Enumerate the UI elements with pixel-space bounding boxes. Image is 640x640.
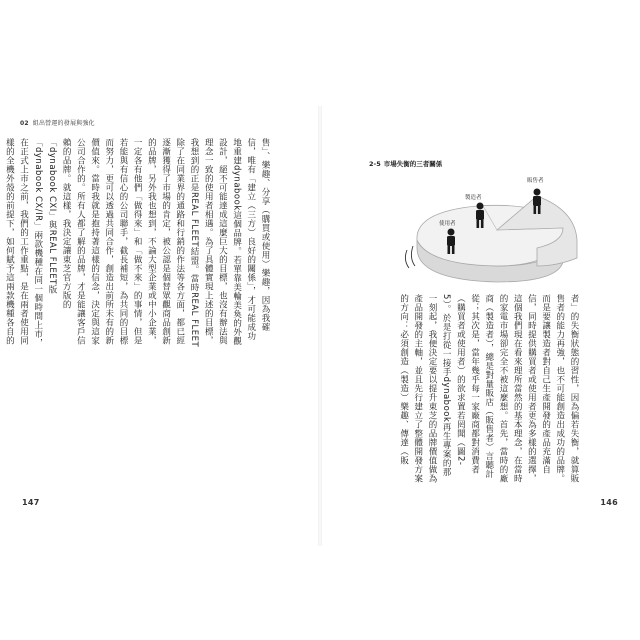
chapter-number: 02 — [20, 120, 29, 127]
page-number-left: 147 — [22, 498, 40, 507]
figure-title: 市場失衡的三者關係 — [383, 160, 443, 168]
maker-label: 製造者 — [465, 195, 482, 201]
running-header — [20, 118, 95, 127]
figure-number: 2-5 — [369, 160, 381, 168]
figure-illustration — [387, 170, 597, 295]
body-text-left: 售」、樂趣、分享（購買或使用）樂趣，因為我確信，唯有「建立（三方）良好的關係」，才可能成功地重建dynabook這個品牌。若單靠美輪美奐的外觀設計，絕不可能達成這麼巨大的目標，也沒有辦法與理念一致的使用者相遇。為了具體實現上述的目標，我想到的正是REAL FLEET結盟。當時REAL FLEET除了在同業界的通路和行銷的作法等各方面，都已經逐漸獲得了市場的肯定，被公認是個替眾觀商品創新的品牌，另外我也想到，不論大型企業或中小企業，一定各有他們「做得來」和「做不來」的事情，但是若能與有信心的公司聯手，截長補短，為共同的目標而努力，更可以透過共同合作，創造出前所未有的新價值來。當時我就是抱持著這樣的信念，決定與這家公司合作的。所有人都了解的品牌，才是能讓客戶信賴的品牌。就這樣，我決定讓東芝官方版的「dynabook CXI」與REAL FLEET版「dynabook CX/IR」兩款機種在同一個時間上市，在正式上市之前，我們的工作重點，是在兩者使用同樣的全機外殼的前提下，如何賦予這兩款機種各自的 — [4, 138, 270, 348]
seller-label: 販售者 — [527, 178, 544, 184]
right-page — [329, 106, 628, 546]
motion-lines — [405, 246, 415, 268]
left-page — [4, 106, 312, 546]
user-label: 使用者 — [439, 221, 456, 227]
book-gutter — [318, 106, 322, 546]
body-text-right: 者」的失衡狀態的習性，因為偏若失衡，就算販售者的能力再強，也不可能創造出成功的品牌。而是要讓製造者對自己生產開發的產品充滿自信，同時提供購買者或使用者更為多樣的選擇，這個我們現在看來理所當然的基本理念，在當時的家電市場卻完全不被這麼想。首先，當時的廠商（製造者），總是對量販店（販售者）言聽計從；其次是，當年幾乎每一家廠商都對消費者（購買者或使用者）的欲求置若罔聞（圖2-5）。於是打從一接手dynabook再生專案的那一刻起，我便決定要以提升東芝的品牌價值做為產品開發的主軸，並且先行建立了整體開發方案的方向：必須創造（製造）樂趣、傳達（販 — [398, 294, 579, 483]
three-party-figure — [387, 170, 597, 295]
figure-caption — [369, 159, 442, 168]
page-number-right: 146 — [600, 498, 618, 507]
chapter-title: 組出營運的發展與強化 — [32, 120, 95, 127]
